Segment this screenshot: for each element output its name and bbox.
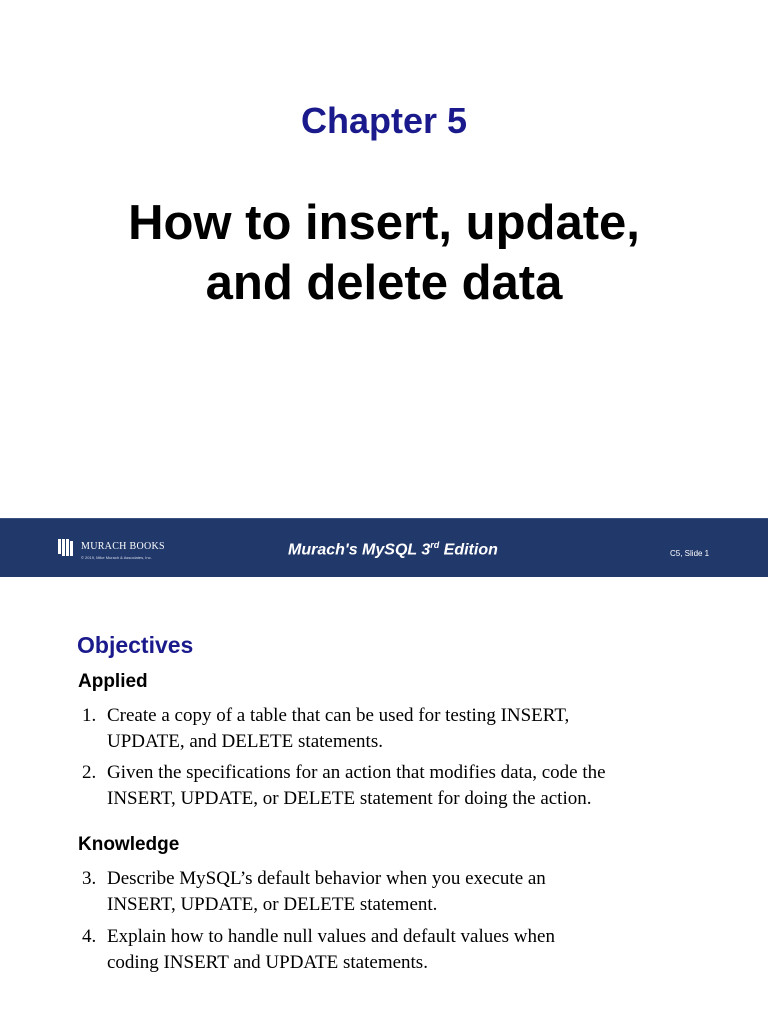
list-item-number: 4. xyxy=(82,926,97,947)
list-item-line-2: UPDATE, and DELETE statements. xyxy=(107,731,383,752)
slide-footer xyxy=(0,518,768,577)
book-title xyxy=(288,540,498,559)
list-item-line-1: Explain how to handle null values and default values when xyxy=(107,926,555,947)
list-item-line-1: Given the specifications for an action that modifies data, code the xyxy=(107,762,606,783)
copyright-notice: © 2019, Mike Murach & Associates, Inc. xyxy=(81,555,152,560)
slide-number: C5, Slide 1 xyxy=(670,549,710,558)
list-item-line-1: Describe MySQL’s default behavior when you execute an xyxy=(107,868,546,889)
chapter-label: Chapter 5 xyxy=(300,100,468,141)
objectives-title: Objectives xyxy=(77,632,194,658)
book-title-suffix: Edition xyxy=(439,541,498,559)
publisher-logo xyxy=(58,537,178,563)
list-item-number: 1. xyxy=(82,705,97,726)
list-item xyxy=(82,866,682,918)
objectives-slide xyxy=(0,577,768,1024)
slide-title-line-1: How to insert, update, xyxy=(128,196,640,250)
book-title-main: Murach's MySQL 3 xyxy=(288,541,431,559)
list-item-number: 2. xyxy=(82,762,97,783)
list-item-line-1: Create a copy of a table that can be used for testing INSERT, xyxy=(107,705,570,726)
slide-title xyxy=(0,193,768,313)
slide-title-line-2: and delete data xyxy=(205,256,563,310)
section-heading-knowledge: Knowledge xyxy=(78,834,180,855)
murach-logo-icon xyxy=(58,539,75,556)
list-item xyxy=(82,703,682,755)
list-item-line-2: INSERT, UPDATE, or DELETE statement. xyxy=(107,894,438,915)
list-item xyxy=(82,760,682,812)
book-title-superscript: rd xyxy=(430,540,440,550)
list-item-line-2: coding INSERT and UPDATE statements. xyxy=(107,952,428,973)
section-heading-applied: Applied xyxy=(78,671,148,692)
list-item-line-2: INSERT, UPDATE, or DELETE statement for doing the action. xyxy=(107,788,592,809)
list-item xyxy=(82,924,682,976)
list-item-number: 3. xyxy=(82,868,97,889)
publisher-name: MURACH BOOKS xyxy=(81,541,165,552)
